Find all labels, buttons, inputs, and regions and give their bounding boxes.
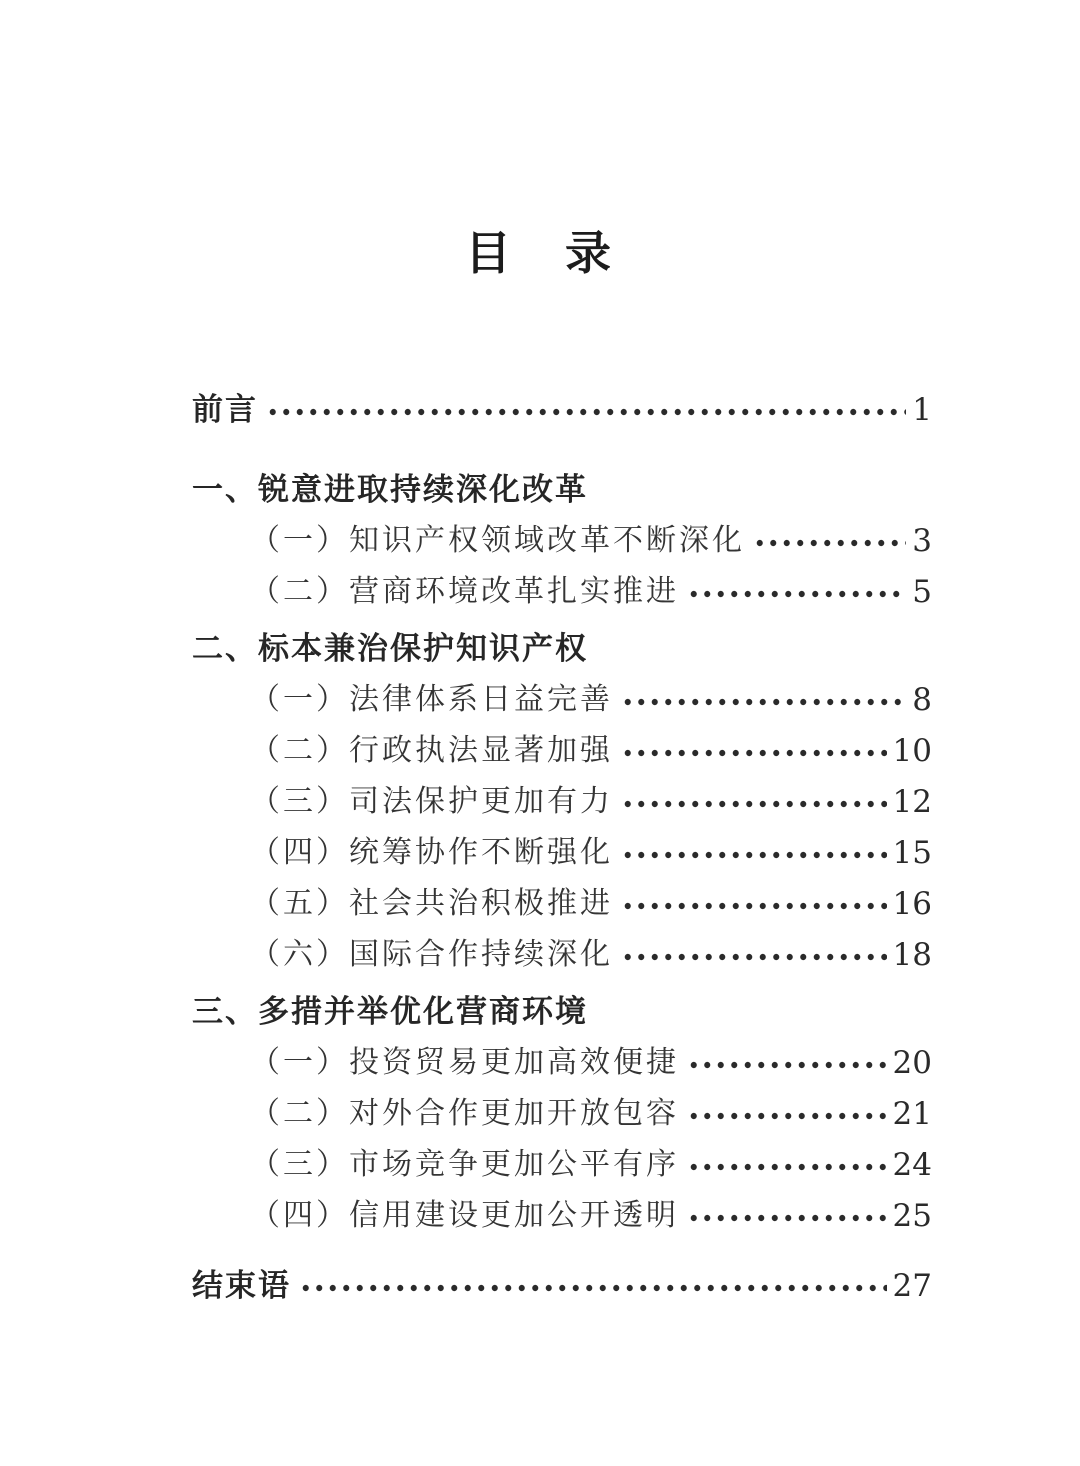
- toc-entry: [192, 784, 932, 820]
- toc-entry: [192, 835, 932, 871]
- toc-section-heading: [192, 994, 932, 1030]
- dot-leader: [621, 784, 887, 820]
- dot-leader: [687, 574, 906, 610]
- dot-leader: [621, 733, 887, 769]
- toc-entry-label: （二）行政执法显著加强: [250, 734, 613, 767]
- title-row: [0, 0, 1080, 280]
- page-number: 8: [912, 682, 932, 718]
- page-title: 目 录: [465, 226, 615, 280]
- dot-leader: [621, 835, 887, 871]
- toc-entry-label: （五）社会共治积极推进: [250, 887, 613, 920]
- toc-entry-label: （四）信用建设更加公开透明: [250, 1199, 679, 1232]
- toc-entry: [192, 392, 932, 428]
- toc-entry-label: 一、锐意进取持续深化改革: [192, 472, 588, 508]
- dot-leader: [687, 1096, 887, 1132]
- page-number: 10: [892, 733, 932, 769]
- dot-leader: [621, 886, 887, 922]
- toc-entry-label: 前言: [192, 392, 258, 428]
- toc-list: [192, 392, 932, 1304]
- dot-leader: [687, 1198, 887, 1234]
- toc-entry-label: 结束语: [192, 1268, 291, 1304]
- toc-section-heading: [192, 631, 932, 667]
- toc-entry-label: （六）国际合作持续深化: [250, 938, 613, 971]
- toc-entry: [192, 886, 932, 922]
- toc-entry-label: （一）投资贸易更加高效便捷: [250, 1046, 679, 1079]
- page-number: 24: [892, 1147, 932, 1183]
- toc-entry: [192, 682, 932, 718]
- toc-entry: [192, 1096, 932, 1132]
- toc-entry-label: （二）营商环境改革扎实推进: [250, 575, 679, 608]
- page-number: 12: [892, 784, 932, 820]
- toc-entry-label: （三）市场竞争更加公平有序: [250, 1148, 679, 1181]
- toc-entry-label: （一）法律体系日益完善: [250, 683, 613, 716]
- page-number: 27: [892, 1268, 932, 1304]
- toc-entry: [192, 1045, 932, 1081]
- dot-leader: [753, 523, 906, 559]
- page-number: 25: [892, 1198, 932, 1234]
- toc-entry-label: （四）统筹协作不断强化: [250, 836, 613, 869]
- page-number: 18: [892, 937, 932, 973]
- toc-entry: [192, 523, 932, 559]
- page-number: 21: [892, 1096, 932, 1132]
- page-number: 16: [892, 886, 932, 922]
- dot-leader: [687, 1147, 887, 1183]
- toc-entry-label: 三、多措并举优化营商环境: [192, 994, 588, 1030]
- toc-entry-label: 二、标本兼治保护知识产权: [192, 631, 588, 667]
- dot-leader: [687, 1045, 887, 1081]
- page-number: 15: [892, 835, 932, 871]
- toc-entry: [192, 733, 932, 769]
- toc-entry-label: （一）知识产权领域改革不断深化: [250, 524, 745, 557]
- toc-entry: [192, 937, 932, 973]
- dot-leader: [266, 392, 906, 428]
- dot-leader: [621, 682, 906, 718]
- toc-entry-label: （二）对外合作更加开放包容: [250, 1097, 679, 1130]
- toc-section-heading: [192, 472, 932, 508]
- page-number: 1: [912, 392, 932, 428]
- dot-leader: [621, 937, 887, 973]
- page-number: 20: [892, 1045, 932, 1081]
- toc-entry-label: （三）司法保护更加有力: [250, 785, 613, 818]
- toc-entry: [192, 1147, 932, 1183]
- toc-entry: [192, 1268, 932, 1304]
- page-number: 3: [912, 523, 932, 559]
- dot-leader: [299, 1268, 887, 1304]
- toc-entry: [192, 1198, 932, 1234]
- toc-entry: [192, 574, 932, 610]
- page-number: 5: [912, 574, 932, 610]
